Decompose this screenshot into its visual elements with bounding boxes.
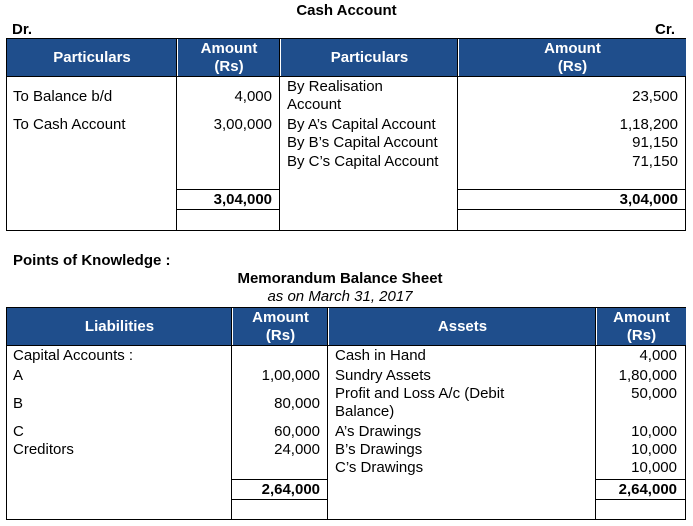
list-item: 24,000 [274, 441, 320, 458]
header-particulars-left: Particulars [7, 39, 177, 77]
header-amount-left: Amount (Rs) [233, 308, 328, 346]
list-item: 23,500 [632, 88, 678, 105]
points-heading: Points of Knowledge : [13, 252, 171, 269]
list-item: By Realisation Account [287, 78, 383, 113]
list-item: 91,150 [632, 134, 678, 151]
list-item: 4,000 [639, 347, 677, 364]
list-item: 60,000 [274, 423, 320, 440]
list-item: By C’s Capital Account [287, 153, 439, 170]
debit-label: Dr. [12, 21, 33, 38]
list-item: Capital Accounts : [13, 347, 134, 364]
list-item: Creditors [13, 441, 74, 458]
list-item: 3,00,000 [213, 116, 272, 133]
list-item: C’s Drawings [335, 459, 424, 476]
list-item: 1,00,000 [261, 367, 320, 384]
list-item: 1,18,200 [619, 116, 678, 133]
list-item: A [13, 367, 24, 384]
total-right: 3,04,000 [619, 191, 678, 208]
list-item: By B’s Capital Account [287, 134, 438, 151]
list-item: 80,000 [274, 395, 320, 412]
list-item: 71,150 [632, 153, 678, 170]
header-particulars-right: Particulars [281, 39, 458, 77]
total-left: 2,64,000 [261, 481, 320, 498]
list-item: Sundry Assets [335, 367, 431, 384]
list-item: 1,80,000 [618, 367, 677, 384]
list-item: B [13, 395, 24, 412]
list-item: To Cash Account [13, 116, 126, 133]
list-item: Cash in Hand [335, 347, 426, 364]
balance-sheet-title: Memorandum Balance Sheet [237, 270, 443, 287]
list-item: 10,000 [631, 441, 677, 458]
header-amount-right: Amount (Rs) [597, 308, 686, 346]
list-item: 10,000 [631, 459, 677, 476]
list-item: B’s Drawings [335, 441, 423, 458]
header-amount-left: Amount (Rs) [178, 39, 280, 77]
cash-account-title: Cash Account [296, 2, 397, 19]
list-item: To Balance b/d [13, 88, 113, 105]
list-item: 50,000 [631, 385, 677, 402]
header-liabilities: Liabilities [7, 308, 232, 346]
total-left: 3,04,000 [213, 191, 272, 208]
list-item: By A’s Capital Account [287, 116, 436, 133]
list-item: C [13, 423, 24, 440]
credit-label: Cr. [655, 21, 676, 38]
balance-sheet-subtitle: as on March 31, 2017 [267, 288, 413, 305]
list-item: 4,000 [234, 88, 272, 105]
list-item: Profit and Loss A/c (Debit Balance) [335, 385, 505, 420]
list-item: A’s Drawings [335, 423, 422, 440]
header-assets: Assets [329, 308, 596, 346]
total-right: 2,64,000 [618, 481, 677, 498]
list-item: 10,000 [631, 423, 677, 440]
header-amount-right: Amount (Rs) [459, 39, 686, 77]
